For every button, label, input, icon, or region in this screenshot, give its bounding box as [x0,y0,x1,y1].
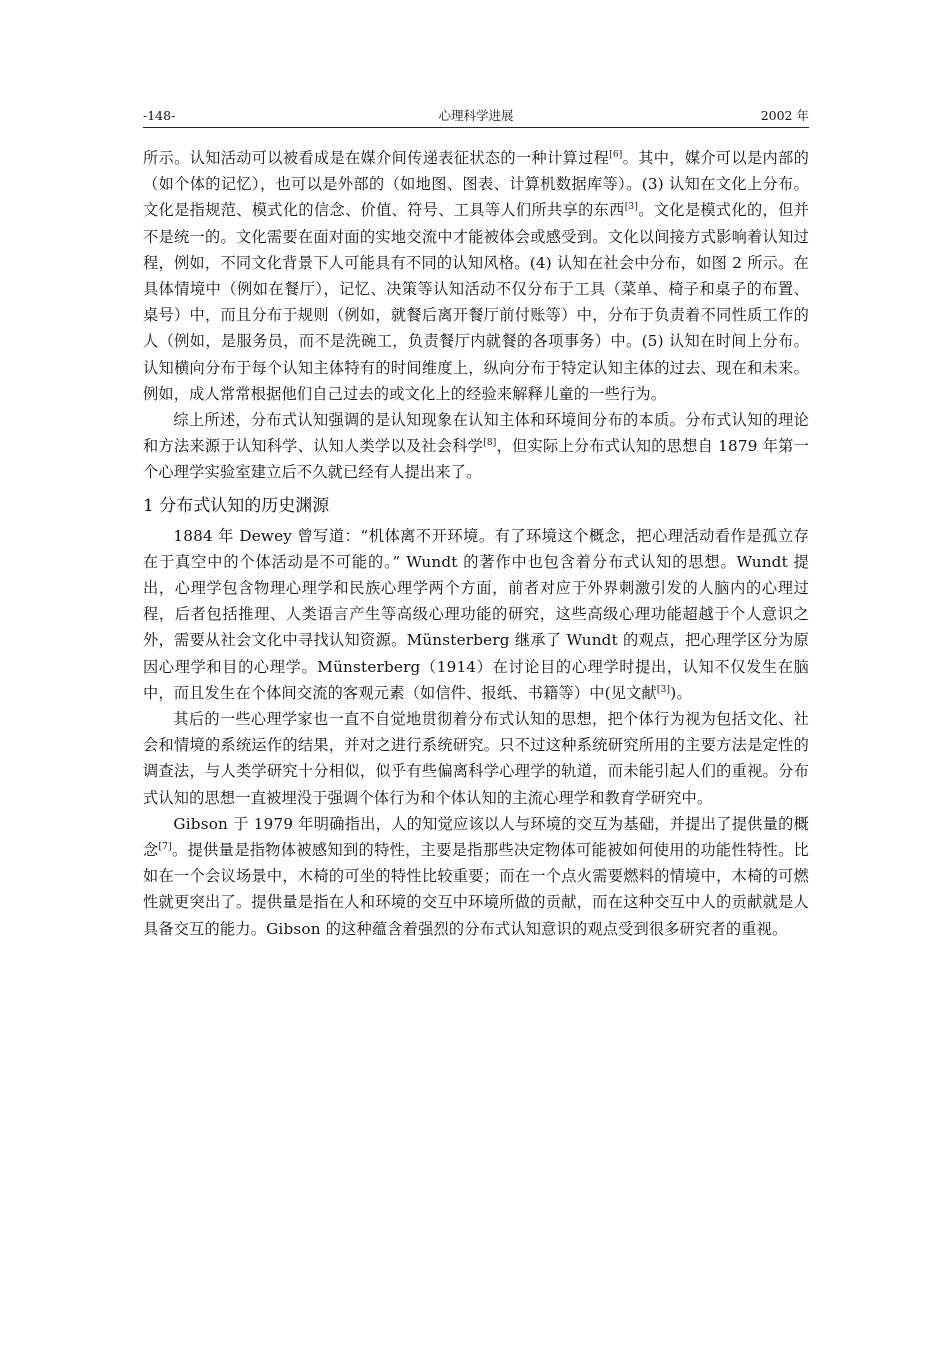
paragraph [143,145,809,407]
article-body [143,145,809,942]
paragraph-text: 。文化是模式化的，但并不是统一的。文化需要在面对面的实地交流中才能被体会或感受到。文化以间接方式影响着认知过程，例如，不同文化背景下人可能具有不同的认知风格。(4) 认知在社会中分布，如图 2 所示。在具体情境中（例如在餐厅），记忆、决策等认知活动不仅分布于工具（菜单、椅子和桌子的布置、桌号）中，而且分布于规则（例如，就餐后离开餐厅前付账等）中，分布于负责着不同性质工作的人（例如，是服务员，而不是洗碗工，负责餐厅内就餐的各项事务）中。(5) 认知在时间上分布。认知横向分布于每个认知主体特有的时间维度上，纵向分布于特定认知主体的过去、现在和未来。例如，成人常常根据他们自己过去的或文化上的经验来解释儿童的一些行为。 [143,201,810,403]
paragraph-text: 1884 年 Dewey 曾写道：“机体离不开环境。有了环境这个概念，把心理活动看作是孤立存在于真空中的个体活动是不可能的。” Wundt 的著作中也包含着分布式认知的思想。Wundt 提出，心理学包含物理心理学和民族心理学两个方面，前者对应于外界刺激引发的人脑内的心理过程，后者包括推理、人类语言产生等高级心理功能的研究，这些高级心理功能超越于个人意识之外，需要从社会文化中寻找认知资源。Münsterberg 继承了 Wundt 的观点，把心理学区分为原因心理学和目的心理学。Münsterberg（1914）在讨论目的心理学时提出，认知不仅发生在脑中，而且发生在个体间交流的客观元素（如信件、报纸、书籍等）中(见文献 [143,526,809,702]
paragraph [143,523,809,706]
paragraph: 其后的一些心理学家也一直不自觉地贯彻着分布式认知的思想，把个体行为视为包括文化、社会和情境的系统运作的结果，并对之进行系统研究。只不过这种系统研究所用的主要方法是定性的调查法，与人类学研究十分相似，似乎有些偏离科学心理学的轨道，而未能引起人们的重视。分布式认知的思想一直被埋没于强调个体行为和个体认知的主流心理学和教育学研究中。 [143,710,809,807]
citation: [8] [483,438,497,449]
header-rule [143,127,809,128]
citation: [6] [609,149,623,160]
citation: [7] [158,842,172,853]
page-number: -148- [143,108,176,123]
paragraph-text: 所示。认知活动可以被看成是在媒介间传递表征状态的一种计算过程 [143,149,610,167]
paragraph-text: 。提供量是指物体被感知到的特性，主要是指那些决定物体可能被如何使用的功能性特性。比如在一个会议场景中，木椅的可坐的特性比较重要；而在一个点火需要燃料的情境中，木椅的可燃性就更突出了。提供量是指在人和环境的交互中环境所做的贡献，而在这种交互中人的贡献就是人具备交互的能力。Gibson 的这种蕴含着强烈的分布式认知意识的观点受到很多研究者的重视。 [143,841,810,938]
paragraph-text: )。 [670,683,692,702]
paragraph [143,811,809,942]
paragraph-text: 综上所述，分布式认知强调的是认知现象在认知主体和环境间分布的本质。分布式认知的理论和方法来源于认知科学、认知人类学以及社会科学 [143,411,809,456]
paragraph-text: 。其中，媒介可以是内部的（如个体的记忆），也可以是外部的（如地图、图表、计算机数据库等）。(3) 认知在文化上分布。文化是指规范、模式化的信念、价值、符号、工具等人们所共享的东西 [143,149,809,220]
section-heading: 1 分布式认知的历史渊源 [143,495,330,516]
paragraph-text: ，但实际上分布式认知的思想自 1879 年第一个心理学实验室建立后不久就已经有人提出来了。 [143,437,810,482]
paragraph-text: Gibson 于 1979 年明确指出，人的知觉应该以人与环境的交互为基础，并提出了提供量的概念 [143,814,809,860]
citation: [3] [656,684,671,695]
running-head [143,107,809,125]
publication-year: 2002 年 [760,108,809,123]
citation: [3] [624,202,639,213]
paragraph [143,407,809,486]
journal-title: 心理科学进展 [438,108,514,123]
